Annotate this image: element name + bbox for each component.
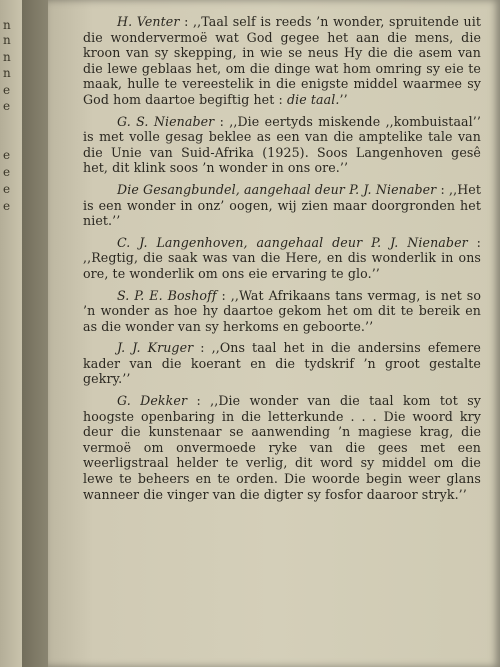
facing-letter: e <box>3 83 11 97</box>
quote-entry-boshoff <box>83 288 481 335</box>
quote-text: : ,,Die wonder van die taal kom tot sy hoogste openbaring in die letterkunde . . . Die woord kry deur die kunstenaar se aanwending ’n magiese krag, die vermoë om onvermoede ryke van die gees met een weerligstraal helder te verlig, dit word sy middel om die lewe te beheers en te orden. Die woorde begin weer glans wanneer die vinger van die digter sy fosfor daaroor stryk.’’ <box>83 393 481 502</box>
quote-entry-langenhoven <box>83 235 481 282</box>
quote-entry-nienaber <box>83 114 481 176</box>
facing-letter: e <box>3 165 11 179</box>
quote-text: : ,,Het is een wonder in onz’ oogen, wij zien maar doorgronden het niet.’’ <box>83 181 481 229</box>
quote-author: Die Gesangbundel, aangehaal deur P. J. Nienaber <box>117 181 437 197</box>
quote-author: S. P. E. Boshoff <box>117 287 217 303</box>
quote-entry-kruger <box>83 340 481 387</box>
quote-text: : ,,Wat Afrikaans tans vermag, is net so ’n wonder as hoe hy daartoe gekom het om dit te bereik en as die wonder van sy herkoms en geboorte.’’ <box>83 287 481 334</box>
facing-letter: n <box>3 33 11 47</box>
facing-letter: n <box>3 50 11 64</box>
quote-entry-gesangbundel <box>83 182 481 229</box>
facing-letter: e <box>3 99 11 113</box>
page-content <box>83 14 481 508</box>
quote-author: G. Dekker <box>117 393 188 409</box>
quote-text: : ,,Ons taal het in die andersins efemere kader van die koerant en die tydskrif ’n groot gestalte gekry.’’ <box>83 340 481 387</box>
facing-letter: n <box>3 66 11 80</box>
quote-text-italic: die taal. <box>286 91 340 107</box>
facing-page-edge <box>0 0 22 667</box>
quote-entry-venter <box>83 14 481 108</box>
facing-letter: e <box>3 182 11 196</box>
quote-close: ’’ <box>339 91 348 107</box>
quote-text: : ,,Taal self is reeds ’n wonder, spruitende uit die wondervermoë wat God gegee het aan die mens, die kroon van sy skepping, in wie se neus Hy die die asem van die lewe geblaas het, om die dinge wat hom omring sy eie te maak, hulle te vereestelik in die enigste middel waarmee sy God hom daartoe begiftig het : <box>83 14 481 107</box>
facing-letter: e <box>3 148 11 162</box>
quote-text: : ,,Die eertyds miskende ,,kombuistaal’’ is met volle gesag beklee as een van die amptelike tale van die Unie van Suid-Afrika (1925). Soos Langenhoven gesê het, dit klink soos ’n wonder in ons ore.’’ <box>83 113 482 176</box>
quote-author: J. J. Kruger <box>117 340 194 356</box>
quote-author: G. S. Nienaber <box>117 113 215 129</box>
quote-text: : ,,Regtig, die saak was van die Here, en dis wonderlik in ons ore, te wonderlik om ons eie ervaring te glo.’’ <box>83 234 481 281</box>
quote-entry-dekker <box>83 393 481 502</box>
quote-author: C. J. Langenhoven, aangehaal deur P. J. Nienaber <box>117 234 468 250</box>
facing-letter: n <box>3 18 11 32</box>
quote-author: H. Venter <box>117 14 180 29</box>
book-page <box>48 0 500 667</box>
facing-letter: e <box>3 199 11 213</box>
